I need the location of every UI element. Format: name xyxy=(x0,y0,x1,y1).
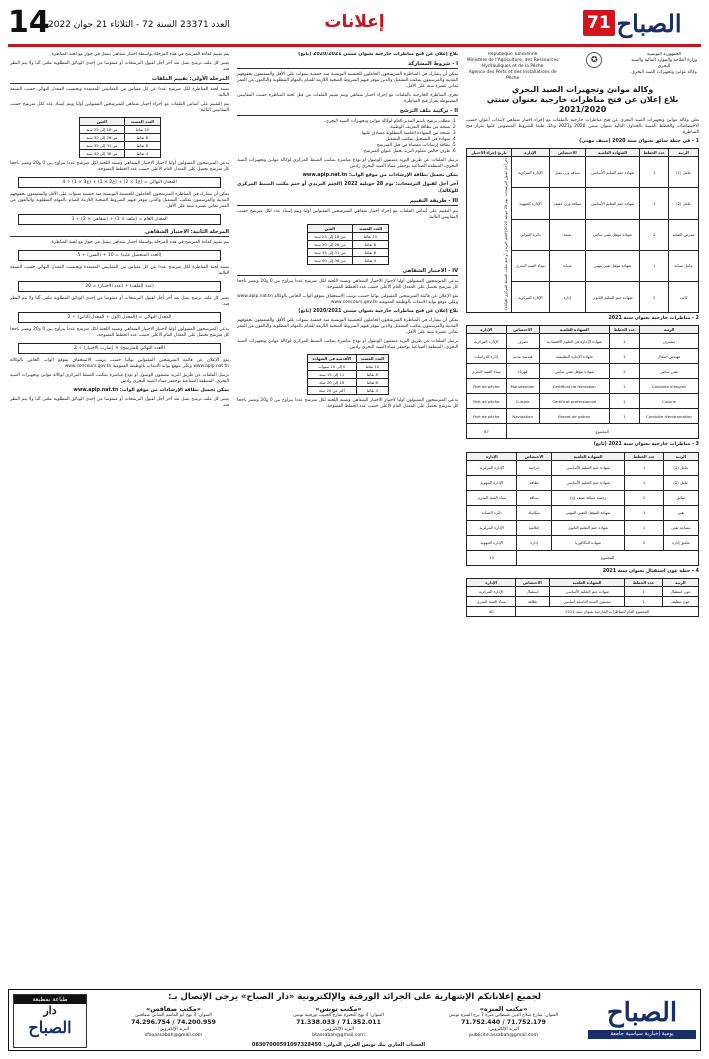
office-tunis: «مكتب تونس» العنوان: 4 نهج البحيرة شارع الحبيب بورقيبة تونس 71.338.033 / 71.352.011 البريد الإلكتروني: btassabah@gmail.com xyxy=(258,1005,419,1039)
table-row: 8 نقاط 11 إلى 15 سنة xyxy=(307,371,388,379)
table-header-row: العدد المسند السن xyxy=(307,224,388,232)
printer-word-1: دار xyxy=(43,1004,57,1017)
footer-logo-word: الصباح xyxy=(606,998,678,1028)
table-row: 10 نقاط من 18 إلى 25 سنة xyxy=(307,232,388,240)
footer-title: لجميع إعلاناتكم الإشهارية على الجرائد الورقية والإلكترونية «دار الصباح» يرجى الإتصال بـ: xyxy=(168,992,541,1002)
scoring-title: المرحلة الأولى: تقييم الملفات xyxy=(10,76,229,84)
table-2021-c xyxy=(466,578,699,617)
table-2020 xyxy=(466,148,699,313)
printer-word-2: الصباح xyxy=(28,1018,72,1037)
formula-box-3: (العدد المتحصل عليه) = 10 + (السن) + 5 xyxy=(18,250,221,261)
office-menzah: «مكتب المنزه» العنوان: شارع صلاح الدين بسطاني منزه 7 برج المنزه تونس 71.752.440 / 71.752.179 البريد الإلكتروني: publicite.assabah@gmail.com xyxy=(423,1005,584,1039)
oral-left-2: يدعى المترشحون المقبولون أوليا لاجتياز الاختبار الشفاهي وتسند اللجنة لكل مترشح عددا يتراوح بين 0 و20 ويعتبر ناجحا كل مترشح تحصل على المعدل العام الأعلى حسب عدد الخطط المفتوحة. xyxy=(9,327,230,338)
table-header-row: الرتبة عدد الخطط الشهادة العلمية الاختصاص الإدارة xyxy=(467,578,699,586)
phone-number: 74.296.754 / 74.200.959 xyxy=(131,1019,216,1026)
notice-heading xyxy=(466,85,699,115)
phone-number: 71.338.033 / 71.352.011 xyxy=(296,1019,381,1026)
eval-text-left: يتم التقييم على أساس الملفات مع إجراء اختبار شفاهي للمترشحين المقبولين أوليا ويتم إسناد عدد لكل مترشح حسب المقاييس التالية: xyxy=(9,102,230,113)
email-address: btassabah@gmail.com xyxy=(312,1033,365,1038)
oral-left: يدعى المترشحون المقبولون أوليا لاجتياز الاختبار الشفاهي وتسند اللجنة لكل مترشح عددا يتراوح بين 0 و20 ويعتبر ناجحا كل مترشح تحصل على المعدل العام الأعلى حسب عدد الخطط المفتوحة. xyxy=(9,161,230,172)
formula-box-1: المعدل النهائي = (ع1 × 2) + (ع2 × 1) + (ع3 × 1) ÷ 4 xyxy=(18,177,221,188)
table3-caption: 3 - مناظرات خارجية بعنوان سنة 2021 (تابع) xyxy=(593,442,699,448)
oral-title: IV - الاختبار الشفاهي xyxy=(237,268,458,276)
table-header-row: الرتبة عدد الخطط الشهادة العلمية الاختصاص الإدارة xyxy=(467,452,699,460)
column-middle xyxy=(237,52,458,988)
file-list xyxy=(237,119,458,155)
oral-text: يدعى المترشحون المقبولون أوليا لاجتياز الاختبار الشفاهي وتسند اللجنة لكل مترشح عددا يتراوح بين 0 و20 ويعتبر ناجحا كل مترشح تحصل على المعدل العام الأعلى حسب عدد الخطط المفتوحة. xyxy=(237,278,459,290)
oral-repeat: يدعى المترشحون المقبولون أوليا لاجتياز الاختبار الشفاهي وتسند اللجنة لكل مترشح عددا يتراوح بين 0 و20 ويعتبر ناجحا كل مترشح تحصل على المعدل العام الأعلى حسب عدد الخطط المفتوحة. xyxy=(237,398,459,410)
table-2021-b xyxy=(466,452,699,566)
table-header-row: الرتبة عدد الخطط الشهادة العلمية الاختصاص الإدارة xyxy=(467,326,699,334)
mid-title: بلاغ إعلان عن فتح مناظرات خارجية بعنوان سنتي 2020/2021 (تابع) xyxy=(298,52,459,57)
table-row: عون تنظيف 1 مستوى السنة التاسعة أساسي نظافة ميناء الصيد البحري xyxy=(467,596,699,606)
list-item: 4. شهادة في التسجيل بمكتب التشغيل. xyxy=(237,137,450,143)
list-item: 5. بطاقة إرشادات ممضاة من قبل المترشح. xyxy=(237,143,450,149)
deadline-text: آخر أجل لقبول الترشحات: يوم 28 جويلية 2022 (الختم البريدي أو ختم مكتب الضبط المركزي للوكالة). xyxy=(237,182,459,194)
table-row: مساعد تقني 1 شهادة ختم التعليم الثانوي إعلامية الإدارة المركزية xyxy=(467,520,699,535)
notice-intro: تعلن وكالة موانئ وتجهيزات الصيد البحري عن فتح مناظرات خارجية بالملفات مع إجراء اختبار شفاهي لانتداب أعوان حسب الاختصاصات والخطط المبينة بالجداول التالية بعنوان سنتي 2020 و2021 وذلك طبقا للشروط المنصوص عليها بقرار فتح المناظرة. xyxy=(466,118,699,135)
printer-caption: طباعة بمطبعة xyxy=(14,995,86,1004)
offices xyxy=(93,1005,584,1039)
criteria-table-2 xyxy=(307,354,389,395)
file-title: II - تركيبة ملف الترشح xyxy=(237,108,458,116)
table-row: عامل (2) 1 شهادة ختم التعليم الأساسي نظافة الإدارة الجهوية xyxy=(467,475,699,490)
conditions-text: يمكن أن يشارك في المناظرة المترشحون الحاملون للجنسية التونسية منذ خمسة سنوات على الأقل والمتمتعون بحقوقهم المدنية والمرسمون بمكتب التشغيل والذين تتوفر فيهم الشروط الصحية اللازمة للقيام بالمهام المطلوبة والبالغون من العمر ثماني عشرة سنة على الأقل. xyxy=(237,72,459,90)
table-total-row: المجموع العام للمناظرات الخارجية بعنوان سنة 2021 40 xyxy=(467,606,699,616)
table-row: ممرض الصحة 2 شهادة مؤهل تقني سامي صحة دائرة الموانئ xyxy=(467,219,699,250)
formula-box-6: (العدد النهائي للمترشح) × (ضارب الاختبار) ÷ 2 xyxy=(18,343,221,354)
footer-logo-dar-assabah xyxy=(13,994,87,1048)
email-address: sfaxassabah@gmail.com xyxy=(144,1033,203,1038)
left-closing: يعتبر كل ملف ترشح يصل بعد آخر أجل لقبول الترشحات أو منقوصا من إحدى الوثائق المطلوبة ملغى آليا ولا يتم النظر فيه. xyxy=(9,61,230,72)
table-row: 6 نقاط من 31 إلى 35 سنة xyxy=(79,142,160,150)
results-text-mid: يقع الإعلان عن قائمة المترشحين المقبولين نهائيا حسب ترتيب الاستحقاق بموقع الواب الخاص بالوكالة www.apip.nat.tn وعلى موقع بوابة الانتداب بالوظيفة العمومية www.concours.gov.tn xyxy=(237,293,459,305)
table-header-row: العدد المسند الأقدمية في الشهادة xyxy=(307,355,388,363)
table-row: تقني سامي 2 شهادة مؤهل تقني سامي كهرباء ميناء الصيد البحري xyxy=(467,364,699,379)
eval-text: يتم التقييم على أساس الملفات مع إجراء اختبار شفاهي للمترشحين المقبولين أوليا ويتم إسناد عدد لكل مترشح حسب المقاييس التالية: xyxy=(237,208,459,220)
page-number: 14 xyxy=(8,5,50,40)
table-row: ملحق إدارة 2 شهادة الباكالوريا إدارة الإدارة الجهوية xyxy=(467,535,699,550)
deposit-left: ترسل الملفات عن طريق البريد مضمون الوصول أو تودع مباشرة بمكتب الضبط المركزي لوكالة موانئ وتجهيزات الصيد البحري، المنطقة الصناعية بوجعفر ميناء الصيد البحري رادس. xyxy=(9,373,230,384)
table4-caption: 4 - خطة عون استقبال بعنوان سنة 2021 xyxy=(602,568,699,574)
table-row: 8 نقاط من 26 إلى 30 سنة xyxy=(307,240,388,248)
column-right xyxy=(466,52,699,988)
ministry-fr: République Tunisienne Ministère de l'Agriculture, des Ressources Hydrauliques et de la Pêche Agence des Ports et des Installations de Pêche xyxy=(466,52,559,81)
agency-title: وكالة موانئ وتجهيزات الصيد البحري xyxy=(511,85,654,94)
table-row: Cuisine 1 Certificat professionnel Cuisine Port de pêche xyxy=(467,394,699,409)
page-header xyxy=(8,6,701,48)
table-row: كاتب 2 شهادة ختم التعليم الثانوي إدارة الإدارة المركزية xyxy=(467,282,699,313)
table-row: 4 نقاط أكثر من 20 سنة xyxy=(307,387,388,395)
masthead-logo: الصباح xyxy=(616,8,682,38)
table2-caption: 2 - مناظرات خارجية بعنوان سنة 2021 xyxy=(608,316,699,322)
mid-title-repeat: بلاغ إعلان عن فتح مناظرات خارجية بعنوان سنتي 2020/2021 (تابع) xyxy=(298,308,459,314)
deposit-text: ترسل الملفات عن طريق البريد مضمون الوصول أو تودع مباشرة بمكتب الضبط المركزي لوكالة موانئ وتجهيزات الصيد البحري، المنطقة الصناعية بوجعفر ميناء الصيد البحري رادس. xyxy=(237,158,459,170)
table-row: 8 نقاط من 26 إلى 30 سنة xyxy=(79,134,160,142)
table-row: 4 نقاط من 36 إلى 40 سنة xyxy=(307,256,388,264)
masthead-badge: 71 xyxy=(583,10,615,36)
cond-left: يمكن أن يشارك في المناظرة المترشحون الحاملون للجنسية التونسية منذ خمسة سنوات على الأقل والمتمتعون بحقوقهم المدنية والمرسمون بمكتب التشغيل والذين تتوفر فيهم الشروط الصحية اللازمة للقيام بالمهام المطلوبة والبالغون من العمر ثماني عشرة سنة على الأقل. xyxy=(9,192,230,209)
site-text: يمكن تحميل بطاقة الإرشادات من موقع الواب: www.apip.nat.tn xyxy=(302,173,459,179)
table-row: مهندس أشغال 1 شهادة الإجازة التطبيقية هندسة مدنية إدارة الدراسات xyxy=(467,349,699,364)
formula-box-5: المعدل النهائي = (المعدل الأول + المعدل الثاني) ÷ 2 xyxy=(18,312,221,323)
list-item: 1. مطلب ترشح باسم المدير العام لوكالة موانئ وتجهيزات الصيد البحري. xyxy=(237,119,450,125)
section-title: إعلانات xyxy=(324,12,385,32)
formula-box-4: (عدد الملف) + (عدد الاختبار) = 20 xyxy=(18,281,221,292)
footer-logo-assabah xyxy=(588,996,696,1046)
table-row: متصرف 1 شهادة الإجازة في العلوم الاقتصادية تصرف الإدارة المركزية xyxy=(467,334,699,349)
closing-left-3: يعتبر كل ملف ترشح يصل بعد آخر أجل لقبول الترشحات أو منقوصا من إحدى الوثائق المطلوبة ملغى آليا ولا يتم النظر فيه. xyxy=(9,397,230,409)
table-header-row: العدد المسند السن xyxy=(79,118,160,126)
issue-info: العدد 23371 السنة 72 - الثلاثاء 21 جوان 2022 xyxy=(48,20,230,30)
page-body xyxy=(10,52,699,988)
list-item: 3. نسخة من الشهادة العلمية المطلوبة مصادق عليها. xyxy=(237,131,450,137)
ministry-block xyxy=(466,52,699,82)
table-row: 6 نقاط 16 إلى 20 سنة xyxy=(307,379,388,387)
table-row: عامل (1) 1 شهادة ختم التعليم الأساسي حراسة الإدارة المركزية xyxy=(467,460,699,475)
table1-caption: 1 - في خطة سائق بعنوان سنة 2020 (صنف مهني) xyxy=(579,139,699,144)
table-row: سائق 2 رخصة سياقة صنف (ج) سياقة ميناء الصيد البحري xyxy=(467,490,699,505)
list-item: 6. ظرف خالص معلوم البريد يحمل عنوان المترشح. xyxy=(237,149,450,155)
table-row: عون استقبال 1 شهادة ختم التعليم الأساسي استقبال الإدارة المركزية xyxy=(467,586,699,596)
deadline-cell: آخر أجل لقبول الترشحات: يوم 28 جويلية 2022 (الختم البريدي أو ختم مكتب الضبط المركزي للوكالة). xyxy=(467,157,512,313)
header-rule xyxy=(8,44,701,47)
bank-account: الحساب الجاري بنك تونس العربي الدولي: 08307000591097328450 xyxy=(251,1042,426,1048)
table-total-row: المجموع 15 xyxy=(467,550,699,565)
office-sfax: «مكتب صفاقس» العنوان: 3 نهج أبو القاسم الشابي صفاقس 74.296.754 / 74.200.959 البريد الإلكتروني: sfaxassabah@gmail.com xyxy=(93,1005,254,1039)
list-item: 2. نسخة من بطاقة التعريف الوطنية. xyxy=(237,125,450,131)
notice-title: بلاغ إعلان عن فتح مناظرات خارجية بعنوان سنتي 2021/2020 xyxy=(486,95,679,114)
table-header-row: الرتبة عدد الخطط الشهادة العلمية الاختصاص الإدارة تاريخ إجراء الاختبار xyxy=(467,149,699,157)
table-total-row: المجموع 67 xyxy=(467,424,699,439)
table-2021-a xyxy=(466,325,699,439)
age-table xyxy=(79,117,161,158)
crest-icon: ✪ xyxy=(586,52,602,68)
intro-left-2: يتم تقييم كفاءة المترشح في هذه المرحلة بواسطة اختبار شفاهي يتمثل في حوار مع لجنة المناظرة. xyxy=(50,240,230,245)
table-row: عامل (2) 1 شهادة ختم التعليم الأساسي سياقة وزن خفيف الإدارة الجهوية xyxy=(467,188,699,219)
closing-left-2: يعتبر كل ملف ترشح يصل بعد آخر أجل لقبول الترشحات أو منقوصا من إحدى الوثائق المطلوبة ملغى آليا ولا يتم النظر فيه. xyxy=(9,296,230,307)
ministry-ar: الجمهورية التونسية وزارة الفلاحة والموارد المائية والصيد البحري وكالة موانئ وتجهيزات الصيد البحري xyxy=(630,52,698,75)
conditions-repeat: يمكن أن يشارك في المناظرة المترشحون الحاملون للجنسية التونسية منذ خمسة سنوات على الأقل والمتمتعون بحقوقهم المدنية والمرسمون بمكتب التشغيل والذين تتوفر فيهم الشروط الصحية اللازمة للقيام بالمهام المطلوبة والبالغون من العمر ثماني عشرة سنة على الأقل. xyxy=(237,318,459,336)
table-row: عامل صيانة 1 شهادة مؤهل تقني مهني صيانة ميناء الصيد البحري xyxy=(467,250,699,281)
column-left xyxy=(10,52,229,988)
eval-title: III - طريقة التقييم xyxy=(237,198,458,206)
table-row: عامل (1) 1 شهادة ختم التعليم الأساسي سياقة وزن ثقيل الإدارة المركزية آخر أجل لقبول الترشحات: يوم 28 جويلية 2022 (الختم البريدي أو ختم مكتب الضبط المركزي للوكالة). xyxy=(467,157,699,188)
footer-logo-tag: يومية إخبارية سياسية جامعة xyxy=(588,1030,696,1039)
table-row: 6 نقاط من 31 إلى 35 سنة xyxy=(307,248,388,256)
conditions-title: I - شروط المشاركة xyxy=(237,61,458,69)
table-row: Conduite d'engins 1 Certificat de formation Manutention Port de pêche xyxy=(467,379,699,394)
table-row: تقني 1 شهادة المؤهل التقني المهني ميكانيك دائرة الصيانة xyxy=(467,505,699,520)
phone-number: 71.752.440 / 71.752.179 xyxy=(461,1019,546,1026)
scoring-text: تسند لجنة المناظرة لكل مترشح عددا عن كل مقياس من المقاييس المعتمدة ويحتسب المعدل النهائي حسب الصيغة التالية: xyxy=(9,87,230,98)
criteria-table xyxy=(307,224,389,265)
table-row: 10 نقاط 0 إلى 10 سنوات xyxy=(307,363,388,371)
deposit-repeat: ترسل الملفات عن طريق البريد مضمون الوصول أو تودع مباشرة بمكتب الضبط المركزي لوكالة موانئ وتجهيزات الصيد البحري، المنطقة الصناعية بوجعفر ميناء الصيد البحري رادس. xyxy=(237,339,459,351)
formula-box-2: المعدل العام = (ملف × 1) + (شفاهي × 2) ÷ 3 xyxy=(18,214,221,225)
left-intro: يتم تقييم كفاءة المترشح في هذه المرحلة بواسطة اختبار شفاهي يتمثل في حوار مع لجنة المناظرة. xyxy=(50,52,230,57)
conditions-text-2: تجرى المناظرة الخارجية بالملفات مع إجراء اختبار شفاهي ويتم تقييم الملفات من قبل لجنة المناظرة حسب المقاييس المضبوطة بقرار فتح المناظرة. xyxy=(237,93,459,105)
email-address: publicite.assabah@gmail.com xyxy=(469,1033,538,1038)
results-text: يقع الإعلان عن قائمة المترشحين المقبولين نهائيا حسب ترتيب الاستحقاق بموقع الواب الخاص بالوكالة www.apip.nat.tn وعلى موقع بوابة الانتداب بالوظيفة العمومية www.concours.gov.tn xyxy=(9,358,230,369)
site-left: يمكن تحميل بطاقة الإرشادات من موقع الواب: www.apip.nat.tn xyxy=(73,388,230,393)
masthead xyxy=(583,6,701,40)
footer-ad xyxy=(8,989,701,1051)
scoring-left-2: تسند لجنة المناظرة لكل مترشح عددا عن كل مقياس من المقاييس المعتمدة ويحتسب المعدل النهائي حسب الصيغة التالية: xyxy=(9,265,230,276)
table-row: Conduite d'embarcation 1 Brevet de patron Navigation Port de pêche xyxy=(467,409,699,424)
table-row: 10 نقاط من 18 إلى 25 سنة xyxy=(79,126,160,134)
results-title: المرحلة الثانية: الاختبار الشفاهي xyxy=(10,229,229,237)
crest-block xyxy=(586,52,602,69)
table-row: 4 نقاط من 36 إلى 40 سنة xyxy=(79,150,160,158)
